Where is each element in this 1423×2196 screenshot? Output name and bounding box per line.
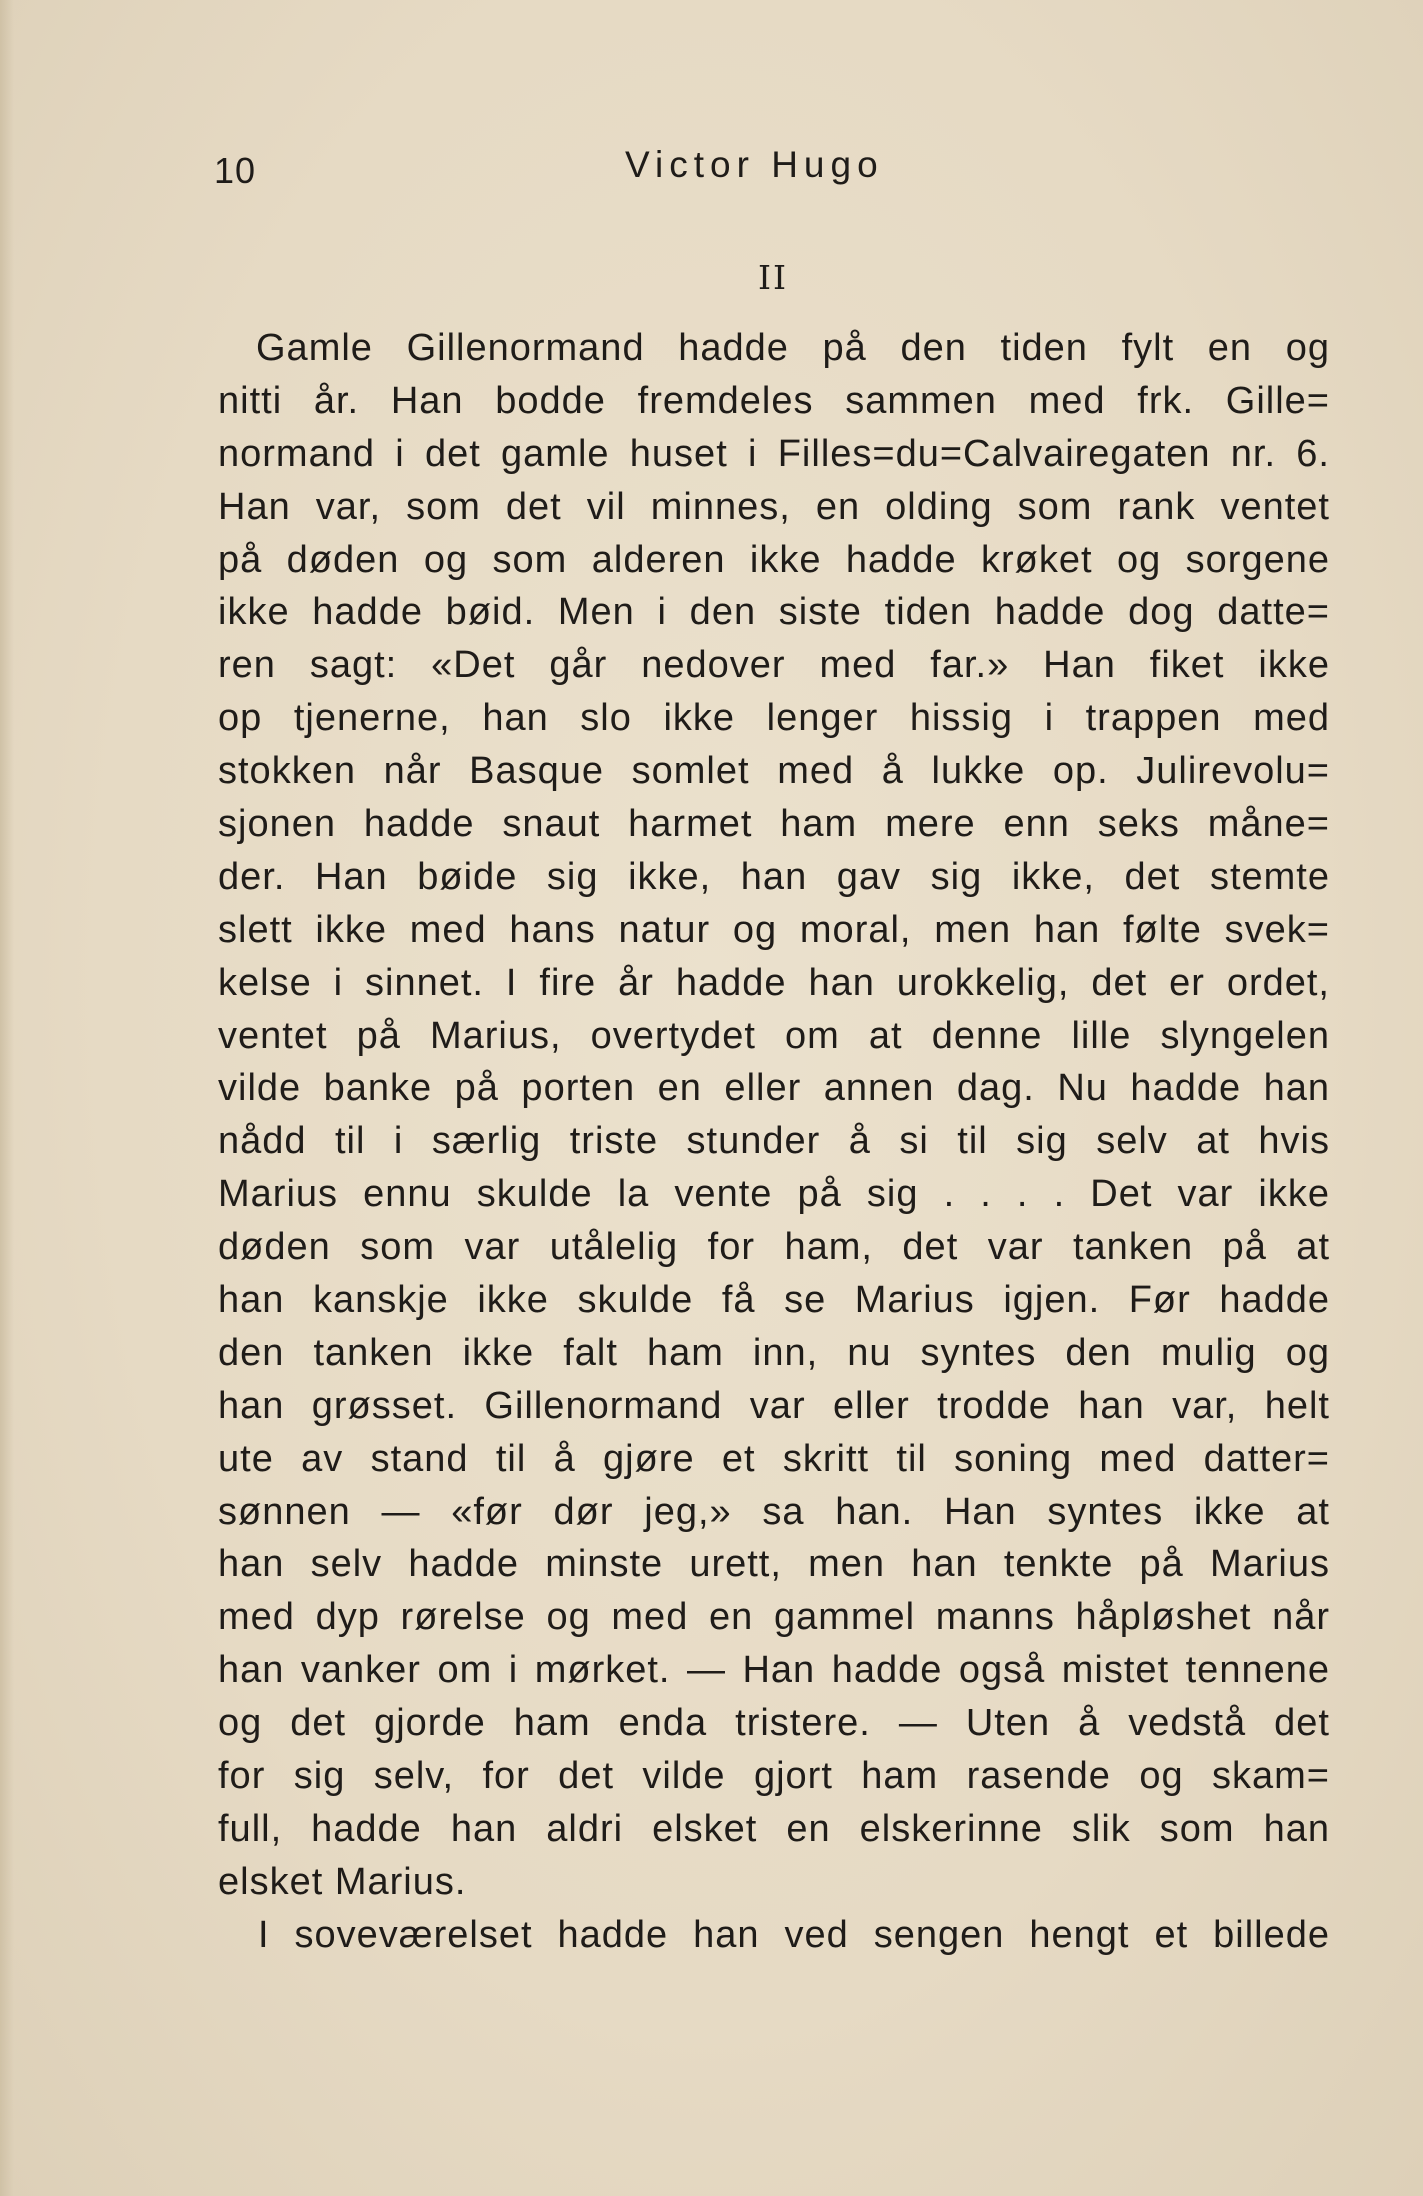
text-line: nitti år. Han bodde fremdeles sammen med frk. Gille= (218, 379, 1330, 422)
text-line: sjonen hadde snaut harmet ham mere enn seks måne= (218, 803, 1330, 846)
text-line: op tjenerne, han slo ikke lenger hissig i trappen med (218, 697, 1330, 740)
text-line: døden som var utålelig for ham, det var tanken på at (218, 1226, 1330, 1269)
chapter-number: II (757, 258, 789, 297)
text-line: I soveværelset hadde han ved sengen hengt et billede (258, 1913, 1330, 1956)
text-line: ventet på Marius, overtydet om at denne lille slyngelen (218, 1014, 1330, 1057)
body-text (218, 322, 1330, 1962)
text-line: nådd til i særlig triste stunder å si til sig selv at hvis (218, 1120, 1330, 1163)
text-line: der. Han bøide sig ikke, han gav sig ikke, det stemte (218, 855, 1330, 898)
running-head: Victor Hugo (625, 144, 884, 185)
text-line: full, hadde han aldri elsket en elskerinne slik som han (218, 1807, 1330, 1850)
text-line: ren sagt: «Det går nedover med far.» Han fiket ikke (218, 644, 1330, 687)
text-line: kelse i sinnet. I fire år hadde han urokkelig, det er ordet, (218, 961, 1330, 1004)
text-line: han kanskje ikke skulde få se Marius igjen. Før hadde (218, 1279, 1330, 1322)
text-line: Marius ennu skulde la vente på sig . . . . Det var ikke (218, 1173, 1330, 1216)
text-line: normand i det gamle huset i Filles=du=Calvairegaten nr. 6. (218, 432, 1330, 475)
page-number: 10 (214, 150, 257, 191)
text-line: vilde banke på porten en eller annen dag. Nu hadde han (218, 1067, 1330, 1110)
text-line: ute av stand til å gjøre et skritt til soning med datter= (218, 1437, 1330, 1480)
text-line: Gamle Gillenormand hadde på den tiden fylt en og (256, 327, 1330, 369)
text-line: han vanker om i mørket. — Han hadde også mistet tennene (218, 1649, 1330, 1692)
text-line: med dyp rørelse og med en gammel manns håpløshet når (218, 1596, 1330, 1639)
page-header (0, 140, 1423, 190)
text-line: sønnen — «før dør jeg,» sa han. Han syntes ikke at (218, 1490, 1330, 1533)
text-line: på døden og som alderen ikke hadde krøket og sorgene (218, 538, 1330, 581)
text-line: slett ikke med hans natur og moral, men han følte svek= (218, 908, 1330, 951)
text-line: den tanken ikke falt ham inn, nu syntes den mulig og (218, 1331, 1330, 1374)
page-edge-shadow (0, 0, 14, 2196)
text-line: han grøsset. Gillenormand var eller trodde han var, helt (218, 1384, 1330, 1427)
text-line: elsket Marius. (218, 1860, 467, 1903)
text-line: ikke hadde bøid. Men i den siste tiden hadde dog datte= (218, 591, 1330, 634)
text-line: Han var, som det vil minnes, en olding som rank ventet (218, 485, 1330, 528)
text-line: og det gjorde ham enda tristere. — Uten å vedstå det (218, 1702, 1330, 1745)
text-line: for sig selv, for det vilde gjort ham rasende og skam= (218, 1755, 1330, 1798)
text-line: stokken når Basque somlet med å lukke op. Julirevolu= (218, 750, 1330, 793)
text-line: han selv hadde minste urett, men han tenkte på Marius (218, 1543, 1330, 1586)
